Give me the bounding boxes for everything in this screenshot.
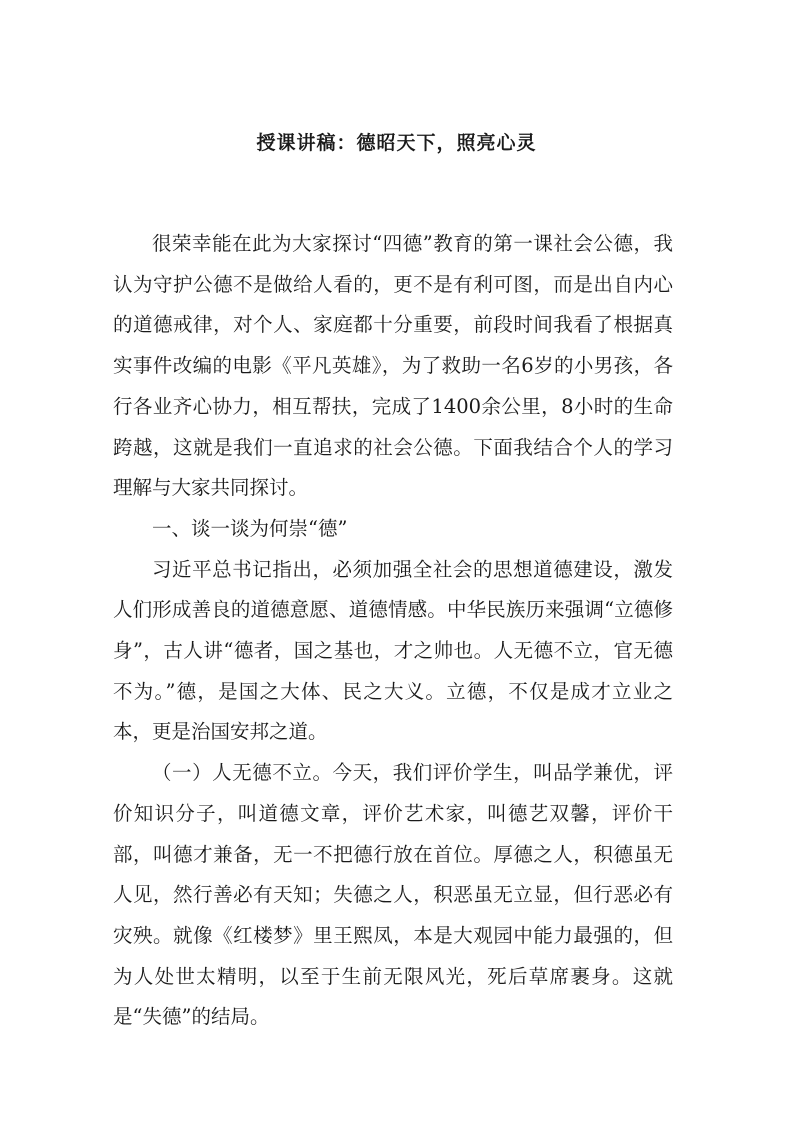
document-title: 授课讲稿：德昭天下，照亮心灵 [256, 132, 537, 154]
paragraph-section-one: 习近平总书记指出，必须加强全社会的思想道德建设，激发人们形成善良的道德意愿、道德情感。中华民族历来强调“立德修身”，古人讲“德者，国之基也，才之帅也。人无德不立，官无德不为。”德，是国之大体、民之大义。立德，不仅是成才立业之本，更是治国安邦之道。 [113, 557, 673, 744]
section-heading: 一、谈一谈为何崇“德” [152, 516, 348, 540]
document-body [113, 224, 673, 1038]
paragraph-subsection-one: （一）人无德不立。今天，我们评价学生，叫品学兼优，评价知识分子，叫道德文章，评价艺术家，叫德艺双馨，评价干部，叫德才兼备，无一不把德行放在首位。厚德之人，积德虽无人见，然行善必有天知；失德之人，积恶虽无立显，但行恶必有灾殃。就像《红楼梦》里王熙凤，本是大观园中能力最强的，但为人处世太精明，以至于生前无限风光，死后草席裹身。这就是“失德”的结局。 [113, 761, 673, 1029]
paragraph-intro: 很荣幸能在此为大家探讨“四德”教育的第一课社会公德，我认为守护公德不是做给人看的，更不是有利可图，而是出自内心的道德戒律，对个人、家庭都十分重要，前段时间我看了根据真实事件改编的电影《平凡英雄》，为了救助一名6岁的小男孩，各行各业齐心协力，相互帮扶，完成了1400余公里，8小时的生命跨越，这就是我们一直追求的社会公德。下面我结合个人的学习理解与大家共同探讨。 [113, 232, 673, 500]
